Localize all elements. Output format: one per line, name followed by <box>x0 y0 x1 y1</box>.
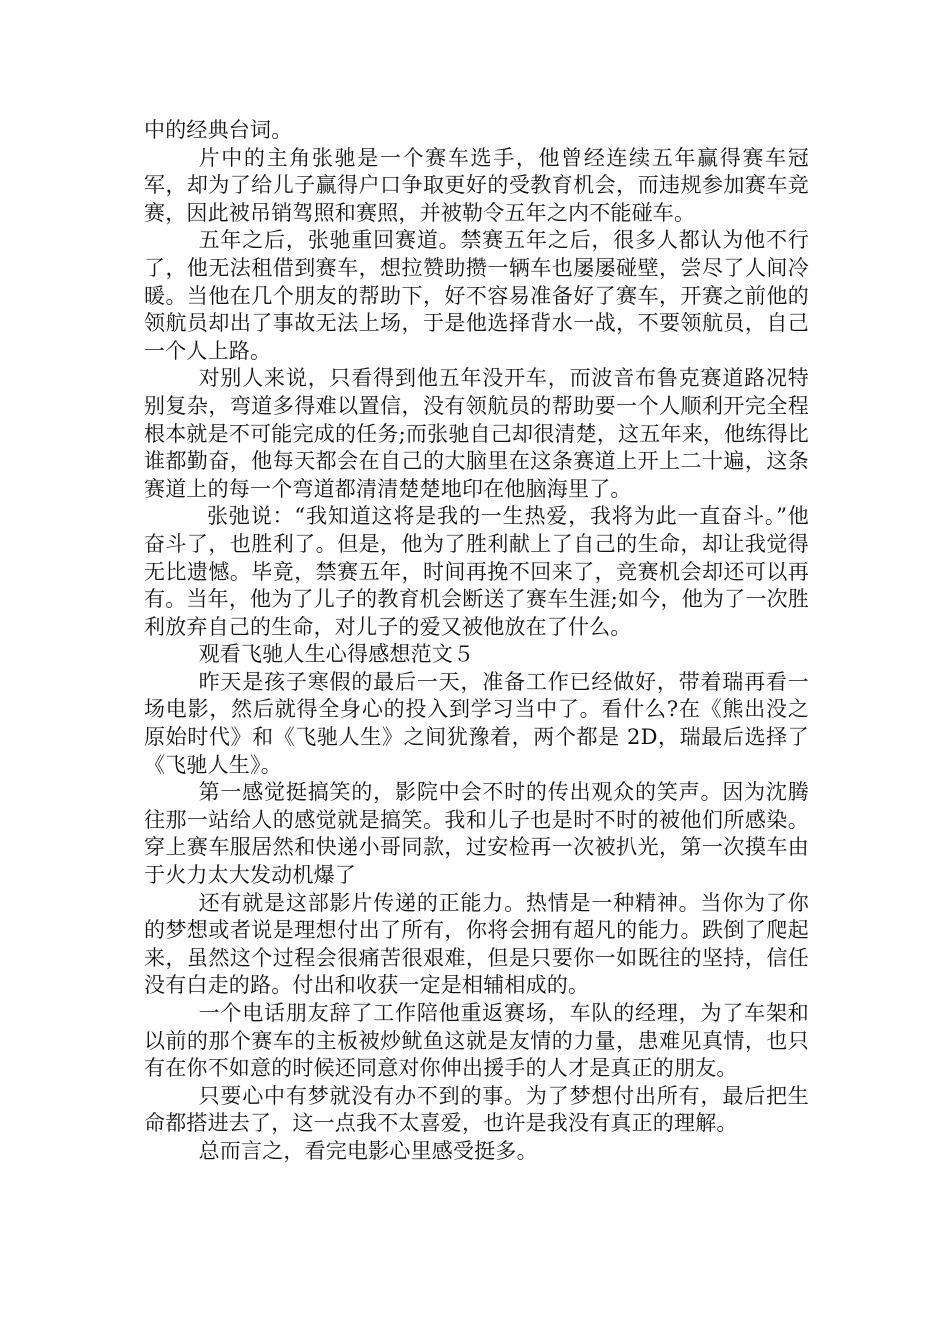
paragraph-dream: 只要心中有梦就没有办不到的事。为了梦想付出所有，最后把生命都搭进去了，这一点我不太喜爱，也许是我没有真正的理解。 <box>144 1083 809 1136</box>
paragraph-continuation: 中的经典台词。 <box>144 118 293 142</box>
paragraph-friendship: 一个电话朋友辞了工作陪他重返赛场，车队的经理，为了车架和以前的那个赛车的主板被炒鱿鱼这就是友情的力量，患难见真情，也只有在你不如意的时候还同意对你伸出援手的人才是真正的朋友。 <box>144 1001 809 1081</box>
paragraph-quote: 张弛说：“我知道这将是我的一生热爱，我将为此一直奋斗。”他奋斗了，也胜利了。但是，他为了胜利献上了自己的生命，却让我觉得无比遗憾。毕竟，禁赛五年，时间再挽不回来了，竞赛机会却还可以再有。当年，他为了儿子的教育机会断送了赛车生涯;如今，他为了一次胜利放弃自己的生命，对儿子的爱又被他放在了什么。 <box>144 504 809 639</box>
paragraph-first-impression: 第一感觉挺搞笑的，影院中会不时的传出观众的笑声。因为沈腾往那一站给人的感觉就是搞笑。我和儿子也是时不时的被他们所感染。穿上赛车服居然和快递小哥同款，过安检再一次被扒光，第一次摸车由于火力太大发动机爆了 <box>144 780 809 888</box>
paragraph-track: 对别人来说，只看得到他五年没开车，而波音布鲁克赛道路况特别复杂，弯道多得难以置信，没有领航员的帮助要一个人顺利开完全程根本就是不可能完成的任务;而张驰自己却很清楚，这五年来，他练得比谁都勤奋，他每天都会在自己的大脑里在这条赛道上开上二十遍，这条赛道上的每一个弯道都清清楚楚地印在他脑海里了。 <box>144 366 809 501</box>
paragraph-protagonist: 片中的主角张驰是一个赛车选手，他曾经连续五年赢得赛车冠军，却为了给儿子赢得户口争取更好的受教育机会，而违规参加赛车竞赛，因此被吊销驾照和赛照，并被勒令五年之内不能碰车。 <box>144 145 809 225</box>
paragraph-yesterday: 昨天是孩子寒假的最后一天，准备工作已经做好，带着瑞再看一场电影，然后就得全身心的投入到学习当中了。看什么?在《熊出没之原始时代》和《飞驰人生》之间犹豫着，两个都是 2D，瑞最后选择了《飞驰人生》。 <box>144 669 809 777</box>
paragraph-positive-energy: 还有就是这部影片传递的正能力。热情是一种精神。当你为了你的梦想或者说是理想付出了所有，你将会拥有超凡的能力。跌倒了爬起来，虽然这个过程会很痛苦很艰难，但是只要你一如既往的坚持，信任没有白走的路。付出和收获一定是相辅相成的。 <box>144 890 809 998</box>
section-heading: 观看飞驰人生心得感想范文５ <box>198 642 475 667</box>
paragraph-return: 五年之后，张驰重回赛道。禁赛五年之后，很多人都认为他不行了，他无法租借到赛车，想拉赞助攒一辆车也屡屡碰壁，尝尽了人间冷暖。当他在几个朋友的帮助下，好不容易准备好了赛车，开赛之前他的领航员却出了事故无法上场，于是他选择背水一战，不要领航员，自己一个人上路。 <box>144 228 809 363</box>
paragraph-conclusion: 总而言之，看完电影心里感受挺多。 <box>198 1138 538 1163</box>
document-body <box>144 117 809 1166</box>
